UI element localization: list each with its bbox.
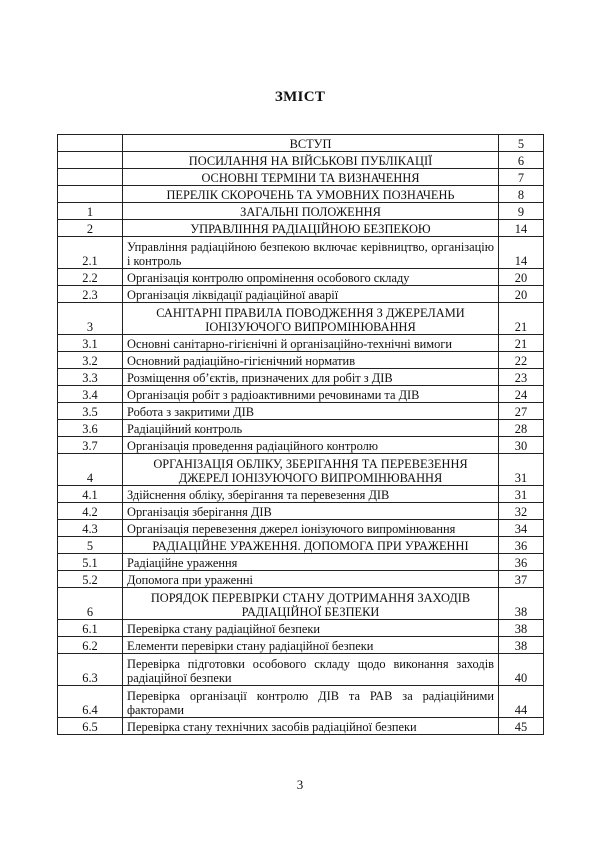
toc-row — [58, 503, 544, 520]
section-number — [58, 152, 123, 169]
section-title: Перевірка стану технічних засобів радіаційної безпеки — [123, 718, 499, 735]
section-title: Основні санітарно-гігієнічні й організаційно-технічні вимоги — [123, 335, 499, 352]
section-title: ПОРЯДОК ПЕРЕВІРКИ СТАНУ ДОТРИМАННЯ ЗАХОДІВ РАДІАЦІЙНОЇ БЕЗПЕКИ — [123, 588, 499, 620]
section-page: 7 — [499, 169, 544, 186]
section-page: 37 — [499, 571, 544, 588]
section-title: ОРГАНІЗАЦІЯ ОБЛІКУ, ЗБЕРІГАННЯ ТА ПЕРЕВЕЗЕННЯ ДЖЕРЕЛ ІОНІЗУЮЧОГО ВИПРОМІНЮВАННЯ — [123, 454, 499, 486]
toc-row — [58, 537, 544, 554]
section-number — [58, 169, 123, 186]
section-page: 34 — [499, 520, 544, 537]
toc-row — [58, 220, 544, 237]
section-title: Організація проведення радіаційного контролю — [123, 437, 499, 454]
section-number: 4 — [58, 454, 123, 486]
toc-row — [58, 718, 544, 735]
toc-row — [58, 420, 544, 437]
section-title: Робота з закритими ДІВ — [123, 403, 499, 420]
toc-row — [58, 437, 544, 454]
section-page: 36 — [499, 554, 544, 571]
section-title: ПОСИЛАННЯ НА ВІЙСЬКОВІ ПУБЛІКАЦІЇ — [123, 152, 499, 169]
section-number: 4.3 — [58, 520, 123, 537]
section-number: 2.3 — [58, 286, 123, 303]
toc-row — [58, 654, 544, 686]
section-number: 3.3 — [58, 369, 123, 386]
section-title: Здійснення обліку, зберігання та перевезення ДІВ — [123, 486, 499, 503]
toc-row — [58, 369, 544, 386]
toc-row — [58, 203, 544, 220]
section-page: 30 — [499, 437, 544, 454]
section-number: 2.2 — [58, 269, 123, 286]
section-title: Розміщення об’єктів, призначених для робіт з ДІВ — [123, 369, 499, 386]
section-number: 6.4 — [58, 686, 123, 718]
section-title: РАДІАЦІЙНЕ УРАЖЕННЯ. ДОПОМОГА ПРИ УРАЖЕННІ — [123, 537, 499, 554]
section-number: 2.1 — [58, 237, 123, 269]
toc-row — [58, 135, 544, 152]
section-title: Організація перевезення джерел іонізуючого випромінювання — [123, 520, 499, 537]
table-of-contents — [57, 134, 544, 735]
section-title: Радіаційний контроль — [123, 420, 499, 437]
section-page: 38 — [499, 620, 544, 637]
toc-row — [58, 571, 544, 588]
section-title: Організація робіт з радіоактивними речовинами та ДІВ — [123, 386, 499, 403]
section-page: 21 — [499, 303, 544, 335]
section-title: Організація зберігання ДІВ — [123, 503, 499, 520]
section-number: 6 — [58, 588, 123, 620]
section-page: 38 — [499, 588, 544, 620]
section-title: Допомога при ураженні — [123, 571, 499, 588]
section-page: 31 — [499, 454, 544, 486]
toc-row — [58, 403, 544, 420]
section-page: 14 — [499, 220, 544, 237]
section-page: 20 — [499, 286, 544, 303]
section-number: 2 — [58, 220, 123, 237]
section-title: ЗАГАЛЬНІ ПОЛОЖЕННЯ — [123, 203, 499, 220]
toc-row — [58, 152, 544, 169]
section-title: ОСНОВНІ ТЕРМІНИ ТА ВИЗНАЧЕННЯ — [123, 169, 499, 186]
page-number: 3 — [296, 777, 304, 792]
section-number: 3.1 — [58, 335, 123, 352]
section-title: Радіаційне ураження — [123, 554, 499, 571]
toc-row — [58, 386, 544, 403]
page-title: ЗМІСТ — [274, 89, 326, 105]
section-number: 3.6 — [58, 420, 123, 437]
section-number: 6.1 — [58, 620, 123, 637]
toc-row — [58, 269, 544, 286]
toc-row — [58, 303, 544, 335]
toc-row — [58, 237, 544, 269]
section-number: 3 — [58, 303, 123, 335]
section-number — [58, 186, 123, 203]
section-number: 1 — [58, 203, 123, 220]
section-number: 6.3 — [58, 654, 123, 686]
section-title: ВСТУП — [123, 135, 499, 152]
section-title: Перевірка підготовки особового складу щодо виконання заходів радіаційної безпеки — [123, 654, 499, 686]
section-page: 22 — [499, 352, 544, 369]
section-number: 3.2 — [58, 352, 123, 369]
section-page: 31 — [499, 486, 544, 503]
section-page: 21 — [499, 335, 544, 352]
section-number: 5 — [58, 537, 123, 554]
section-page: 27 — [499, 403, 544, 420]
section-title: Основний радіаційно-гігієнічний норматив — [123, 352, 499, 369]
section-page: 6 — [499, 152, 544, 169]
section-page: 45 — [499, 718, 544, 735]
section-title: САНІТАРНІ ПРАВИЛА ПОВОДЖЕННЯ З ДЖЕРЕЛАМИ ІОНІЗУЮЧОГО ВИПРОМІНЮВАННЯ — [123, 303, 499, 335]
section-page: 28 — [499, 420, 544, 437]
section-number — [58, 135, 123, 152]
toc-row — [58, 352, 544, 369]
toc-row — [58, 454, 544, 486]
toc-row — [58, 554, 544, 571]
section-title: УПРАВЛІННЯ РАДІАЦІЙНОЮ БЕЗПЕКОЮ — [123, 220, 499, 237]
toc-row — [58, 335, 544, 352]
section-title: Перевірка організації контролю ДІВ та РАВ за радіаційними факторами — [123, 686, 499, 718]
section-page: 5 — [499, 135, 544, 152]
section-page: 32 — [499, 503, 544, 520]
section-title: Організація контролю опромінення особового складу — [123, 269, 499, 286]
section-page: 9 — [499, 203, 544, 220]
section-title: Перевірка стану радіаційної безпеки — [123, 620, 499, 637]
toc-row — [58, 486, 544, 503]
section-title: Елементи перевірки стану радіаційної безпеки — [123, 637, 499, 654]
section-page: 23 — [499, 369, 544, 386]
section-page: 40 — [499, 654, 544, 686]
section-page: 38 — [499, 637, 544, 654]
toc-row — [58, 520, 544, 537]
toc-row — [58, 637, 544, 654]
section-number: 4.2 — [58, 503, 123, 520]
section-page: 36 — [499, 537, 544, 554]
section-page: 8 — [499, 186, 544, 203]
toc-row — [58, 620, 544, 637]
section-page: 14 — [499, 237, 544, 269]
section-title: Управління радіаційною безпекою включає керівництво, організацію і контроль — [123, 237, 499, 269]
section-number: 3.5 — [58, 403, 123, 420]
section-title: Організація ліквідації радіаційної аварії — [123, 286, 499, 303]
section-number: 6.5 — [58, 718, 123, 735]
section-number: 3.4 — [58, 386, 123, 403]
toc-row — [58, 588, 544, 620]
section-number: 3.7 — [58, 437, 123, 454]
section-number: 5.2 — [58, 571, 123, 588]
toc-row — [58, 169, 544, 186]
toc-row — [58, 286, 544, 303]
section-page: 24 — [499, 386, 544, 403]
section-title: ПЕРЕЛІК СКОРОЧЕНЬ ТА УМОВНИХ ПОЗНАЧЕНЬ — [123, 186, 499, 203]
section-number: 4.1 — [58, 486, 123, 503]
toc-row — [58, 186, 544, 203]
toc-row — [58, 686, 544, 718]
section-number: 5.1 — [58, 554, 123, 571]
section-page: 20 — [499, 269, 544, 286]
section-number: 6.2 — [58, 637, 123, 654]
section-page: 44 — [499, 686, 544, 718]
